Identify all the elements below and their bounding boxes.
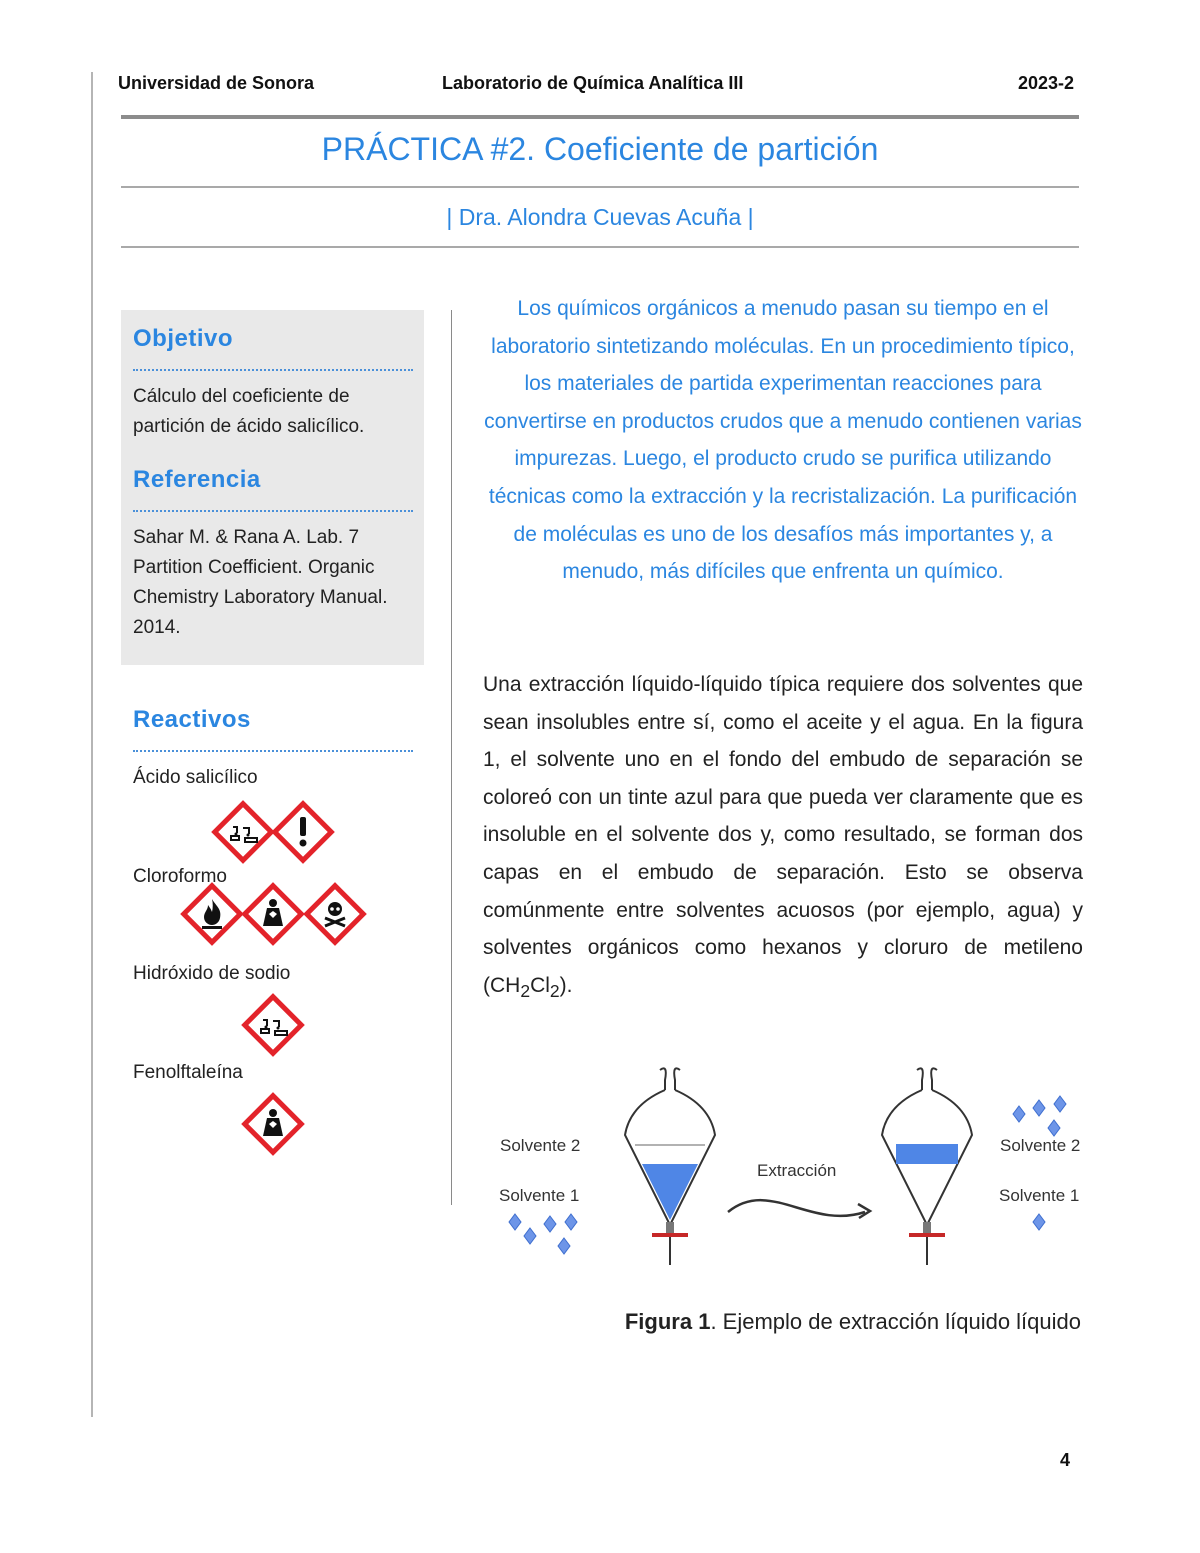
author-line: | Dra. Alondra Cuevas Acuña | bbox=[446, 204, 754, 230]
formula-cl: Cl bbox=[530, 973, 550, 997]
crystals-right bbox=[1013, 1096, 1066, 1230]
skull-icon bbox=[303, 882, 367, 946]
arrow-label: Extracción bbox=[757, 1161, 837, 1180]
reagents-divider bbox=[133, 750, 413, 752]
right-label-solvent-2: Solvente 2 bbox=[1000, 1136, 1081, 1155]
header-rule bbox=[121, 115, 1079, 119]
author-rule bbox=[121, 246, 1079, 248]
page-number: 4 bbox=[1060, 1450, 1071, 1470]
reference-heading: Referencia bbox=[133, 466, 261, 493]
corrosive-icon bbox=[241, 993, 305, 1057]
corrosive-icon bbox=[211, 800, 275, 864]
reference-text: Sahar M. & Rana A. Lab. 7 Partition Coefficient. Organic Chemistry Laboratory Manual. 2014. bbox=[133, 527, 388, 638]
body-end: ). bbox=[559, 973, 573, 997]
formula-sub-2: 2 bbox=[549, 980, 560, 1001]
right-label-solvent-1: Solvente 1 bbox=[999, 1186, 1080, 1205]
title-rule bbox=[121, 186, 1079, 188]
body-paragraph bbox=[483, 666, 1083, 1011]
reference-divider bbox=[133, 510, 413, 512]
header-university: Universidad de Sonora bbox=[118, 73, 315, 93]
objective-divider bbox=[133, 369, 413, 371]
formula-ch: CH bbox=[490, 973, 521, 997]
reagent-name: Hidróxido de sodio bbox=[133, 963, 291, 984]
reagent-name: Fenolftaleína bbox=[133, 1062, 243, 1083]
extraction-arrow bbox=[728, 1200, 865, 1216]
health-hazard-icon bbox=[241, 882, 305, 946]
crystals-left bbox=[509, 1214, 577, 1254]
page-title: PRÁCTICA #2. Coeficiente de partición bbox=[321, 131, 879, 167]
left-label-solvent-1: Solvente 1 bbox=[499, 1186, 580, 1205]
reagents-heading: Reactivos bbox=[133, 706, 251, 733]
reagent-name: Ácido salicílico bbox=[133, 767, 258, 788]
caption-text: . Ejemplo de extracción líquido líquido bbox=[710, 1309, 1081, 1334]
header-term: 2023-2 bbox=[1018, 73, 1075, 93]
exclamation-icon bbox=[271, 800, 335, 864]
health-hazard-icon bbox=[241, 1092, 305, 1156]
caption-bold: Figura 1 bbox=[624, 1309, 711, 1334]
left-margin-line bbox=[91, 72, 93, 1417]
header-lab: Laboratorio de Química Analítica III bbox=[442, 73, 744, 93]
reagent-name: Cloroformo bbox=[133, 866, 227, 887]
separatory-funnel-left bbox=[625, 1068, 715, 1265]
figure-caption bbox=[480, 1309, 1081, 1335]
flame-icon bbox=[180, 882, 244, 946]
objective-text: Cálculo del coeficiente de partición de ácido salicílico. bbox=[133, 386, 365, 437]
objective-heading: Objetivo bbox=[133, 325, 234, 352]
column-divider bbox=[451, 310, 452, 1205]
intro-paragraph: Los químicos orgánicos a menudo pasan su tiempo en el laboratorio sintetizando moléculas. En un procedimiento típico, los materiales de partida experimentan reacciones para convertirse en productos crudos que a menudo contienen varias impurezas. Luego, el producto crudo se purifica utilizando técnicas como la extracción y la recristalización. La purificación de moléculas es uno de los desafíos más importantes y, a menudo, más difíciles que enfrenta un químico. bbox=[484, 297, 1082, 584]
extraction-figure bbox=[480, 1060, 1090, 1280]
separatory-funnel-right bbox=[882, 1068, 972, 1265]
body-text: Una extracción líquido-líquido típica requiere dos solventes que sean insolubles entre sí, como el aceite y el agua. En la figura 1, el solvente uno en el fondo del embudo de separación se coloreó con un tinte azul para que pueda ver claramente que es insoluble en el solvente dos y, como resultado, se forman dos capas en el embudo de separación. Esto se observa comúnmente entre solventes acuosos (por ejemplo, agua) y solventes orgánicos como hexanos y cloruro de metileno ( bbox=[483, 673, 1083, 997]
formula-sub-1: 2 bbox=[520, 980, 531, 1001]
left-label-solvent-2: Solvente 2 bbox=[500, 1136, 581, 1155]
